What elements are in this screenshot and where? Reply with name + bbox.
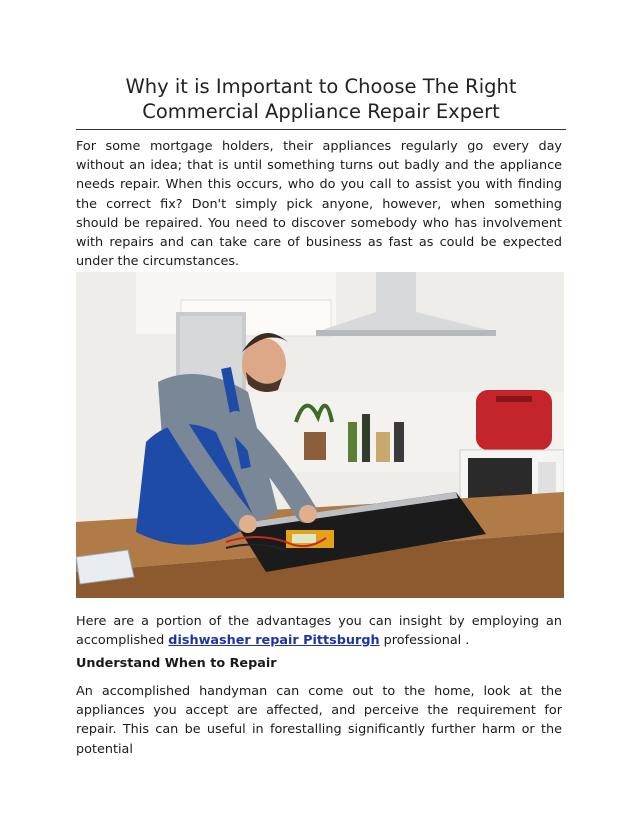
title-divider bbox=[76, 129, 566, 130]
advantages-paragraph bbox=[76, 612, 562, 650]
title-line-2: Commercial Appliance Repair Expert bbox=[142, 100, 500, 123]
dishwasher-repair-link[interactable]: dishwasher repair Pittsburgh bbox=[168, 633, 380, 649]
title-line-1: Why it is Important to Choose The Right bbox=[125, 75, 517, 98]
advantages-text-start: Here are a portion of the advantages you can insight by employing an accomplished bbox=[76, 614, 562, 649]
section-heading: Understand When to Repair bbox=[76, 656, 277, 671]
repair-paragraph: An accomplished handyman can come out to the home, look at the appliances you accept are affected, and perceive the requirement for repair. This can be useful in forestalling significantly further harm or the potential bbox=[76, 684, 562, 757]
technician-photo bbox=[76, 272, 564, 598]
intro-paragraph: For some mortgage holders, their appliances regularly go every day without an idea; that is until something turns out badly and the appliance needs repair. When this occurs, who do you call to assist you with finding the correct fix? Don't simply pick anyone, however, when something should be repaired. You need to discover somebody who has involvement with repairs and can take care of business as fast as could be expected under the circumstances. bbox=[76, 139, 562, 270]
page-title bbox=[76, 74, 566, 124]
advantages-text-end: professional . bbox=[379, 633, 470, 649]
technician-illustration bbox=[76, 272, 564, 598]
